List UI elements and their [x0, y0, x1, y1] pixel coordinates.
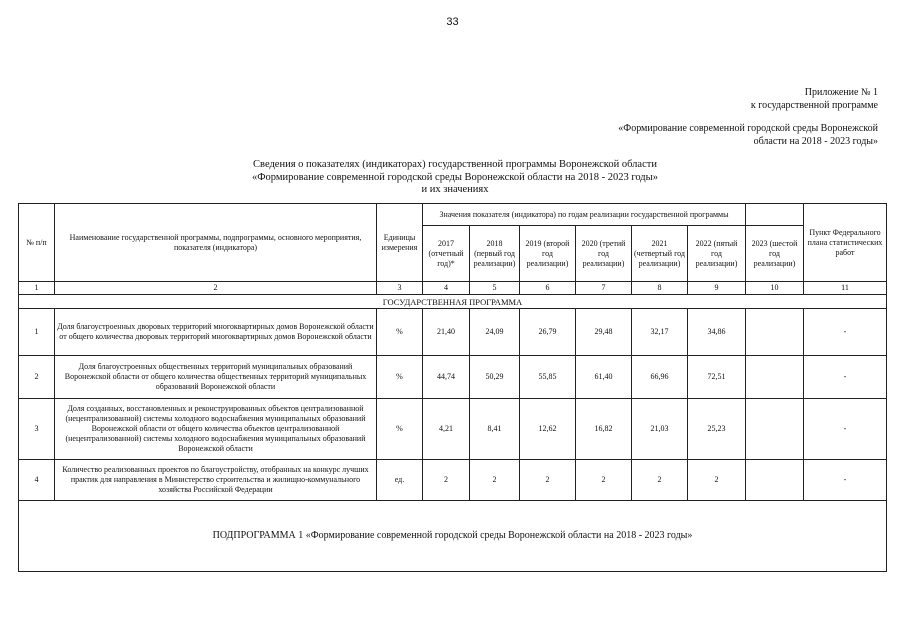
row-value	[746, 399, 804, 460]
row-unit: %	[377, 309, 423, 356]
row-value: 32,17	[632, 309, 688, 356]
row-value: 21,03	[632, 399, 688, 460]
row-value: 21,40	[423, 309, 470, 356]
table-row	[19, 460, 887, 501]
row-value: 50,29	[470, 356, 520, 399]
table-row	[19, 356, 887, 399]
row-federal: -	[804, 460, 887, 501]
row-value: 44,74	[423, 356, 470, 399]
row-unit: %	[377, 399, 423, 460]
row-num: 4	[19, 460, 55, 501]
header-year: 2019 (второй год реализации)	[520, 226, 576, 282]
row-num: 3	[19, 399, 55, 460]
row-value: 2	[688, 460, 746, 501]
appendix-block	[618, 86, 878, 148]
row-value: 4,21	[423, 399, 470, 460]
row-value: 2	[520, 460, 576, 501]
row-num: 1	[19, 309, 55, 356]
row-value: 25,23	[688, 399, 746, 460]
row-value	[746, 460, 804, 501]
header-blank	[746, 204, 804, 226]
row-value: 2	[576, 460, 632, 501]
page-number: 33	[446, 16, 459, 28]
header-num: № п/п	[19, 204, 55, 282]
row-federal: -	[804, 309, 887, 356]
header-year: 2021 (четвертый год реализации)	[632, 226, 688, 282]
title-line-2: «Формирование современной городской среды Воронежской области на 2018 - 2023 годы»	[252, 171, 658, 183]
appendix-line-2: к государственной программе	[750, 100, 878, 111]
header-year: 2017 (отчетный год)*	[423, 226, 470, 282]
appendix-line-1: Приложение № 1	[804, 87, 878, 98]
appendix-line-3: «Формирование современной городской среды Воронежской	[618, 123, 878, 134]
column-number: 6	[520, 282, 576, 295]
header-values-group: Значения показателя (индикатора) по годам реализации государственной программы	[423, 204, 746, 226]
indicators-table	[18, 203, 887, 572]
section-title: ГОСУДАРСТВЕННАЯ ПРОГРАММА	[19, 295, 887, 309]
column-number: 3	[377, 282, 423, 295]
header-name: Наименование государственной программы, подпрограммы, основного мероприятия, показателя (индикатора)	[55, 204, 377, 282]
column-number: 11	[804, 282, 887, 295]
column-number: 4	[423, 282, 470, 295]
row-name: Количество реализованных проектов по благоустройству, отобранных на конкурс лучших практик для направления в Министерство строительства и жилищно-коммунального хозяйства Российской Федерации	[55, 460, 377, 501]
row-value: 16,82	[576, 399, 632, 460]
document-title	[190, 159, 720, 197]
title-line-1: Сведения о показателях (индикаторах) государственной программы Воронежской области	[253, 159, 657, 170]
row-value: 2	[470, 460, 520, 501]
row-federal: -	[804, 356, 887, 399]
row-value	[746, 309, 804, 356]
row-value: 12,62	[520, 399, 576, 460]
row-value: 61,40	[576, 356, 632, 399]
row-unit: %	[377, 356, 423, 399]
row-federal: -	[804, 399, 887, 460]
row-unit: ед.	[377, 460, 423, 501]
row-value: 2	[632, 460, 688, 501]
row-value: 34,86	[688, 309, 746, 356]
row-value: 66,96	[632, 356, 688, 399]
column-number: 10	[746, 282, 804, 295]
row-value: 26,79	[520, 309, 576, 356]
column-number: 7	[576, 282, 632, 295]
row-value: 24,09	[470, 309, 520, 356]
row-value	[746, 356, 804, 399]
column-number: 8	[632, 282, 688, 295]
header-year: 2020 (третий год реализации)	[576, 226, 632, 282]
table-row	[19, 399, 887, 460]
header-unit: Единицы измерения	[377, 204, 423, 282]
header-federal: Пункт Федерального плана статистических работ	[804, 204, 887, 282]
row-value: 72,51	[688, 356, 746, 399]
row-value: 8,41	[470, 399, 520, 460]
header-year: 2022 (пятый год реализации)	[688, 226, 746, 282]
column-number: 5	[470, 282, 520, 295]
subprogram-row	[19, 501, 887, 572]
table-row	[19, 309, 887, 356]
row-num: 2	[19, 356, 55, 399]
header-year: 2018 (первый год реализации)	[470, 226, 520, 282]
appendix-line-4: области на 2018 - 2023 годы»	[753, 136, 878, 147]
title-line-3: и их значениях	[421, 184, 489, 195]
row-name: Доля благоустроенных дворовых территорий многоквартирных домов Воронежской области от общего количества дворовых территорий многоквартирных домов Воронежской области	[55, 309, 377, 356]
row-value: 29,48	[576, 309, 632, 356]
subprogram-title: ПОДПРОГРАММА 1 «Формирование современной городской среды Воронежской области на 2018 - 2023 годы»	[19, 501, 887, 572]
column-numbers-row	[19, 282, 887, 295]
header-year: 2023 (шестой год реализации)	[746, 226, 804, 282]
column-number: 2	[55, 282, 377, 295]
row-value: 2	[423, 460, 470, 501]
row-name: Доля созданных, восстановленных и реконструированных объектов централизованной (нецентрализованной) системы холодного водоснабжения муниципальных образований Воронежской области от общего количества объектов централизованной (нецентрализованной) системы холодного водоснабжения муниципальных образований Воронежской области	[55, 399, 377, 460]
section-row	[19, 295, 887, 309]
column-number: 9	[688, 282, 746, 295]
row-name: Доля благоустроенных общественных территорий муниципальных образований Воронежской области от общего количества общественных территорий муниципальных образований Воронежской области	[55, 356, 377, 399]
column-number: 1	[19, 282, 55, 295]
row-value: 55,85	[520, 356, 576, 399]
